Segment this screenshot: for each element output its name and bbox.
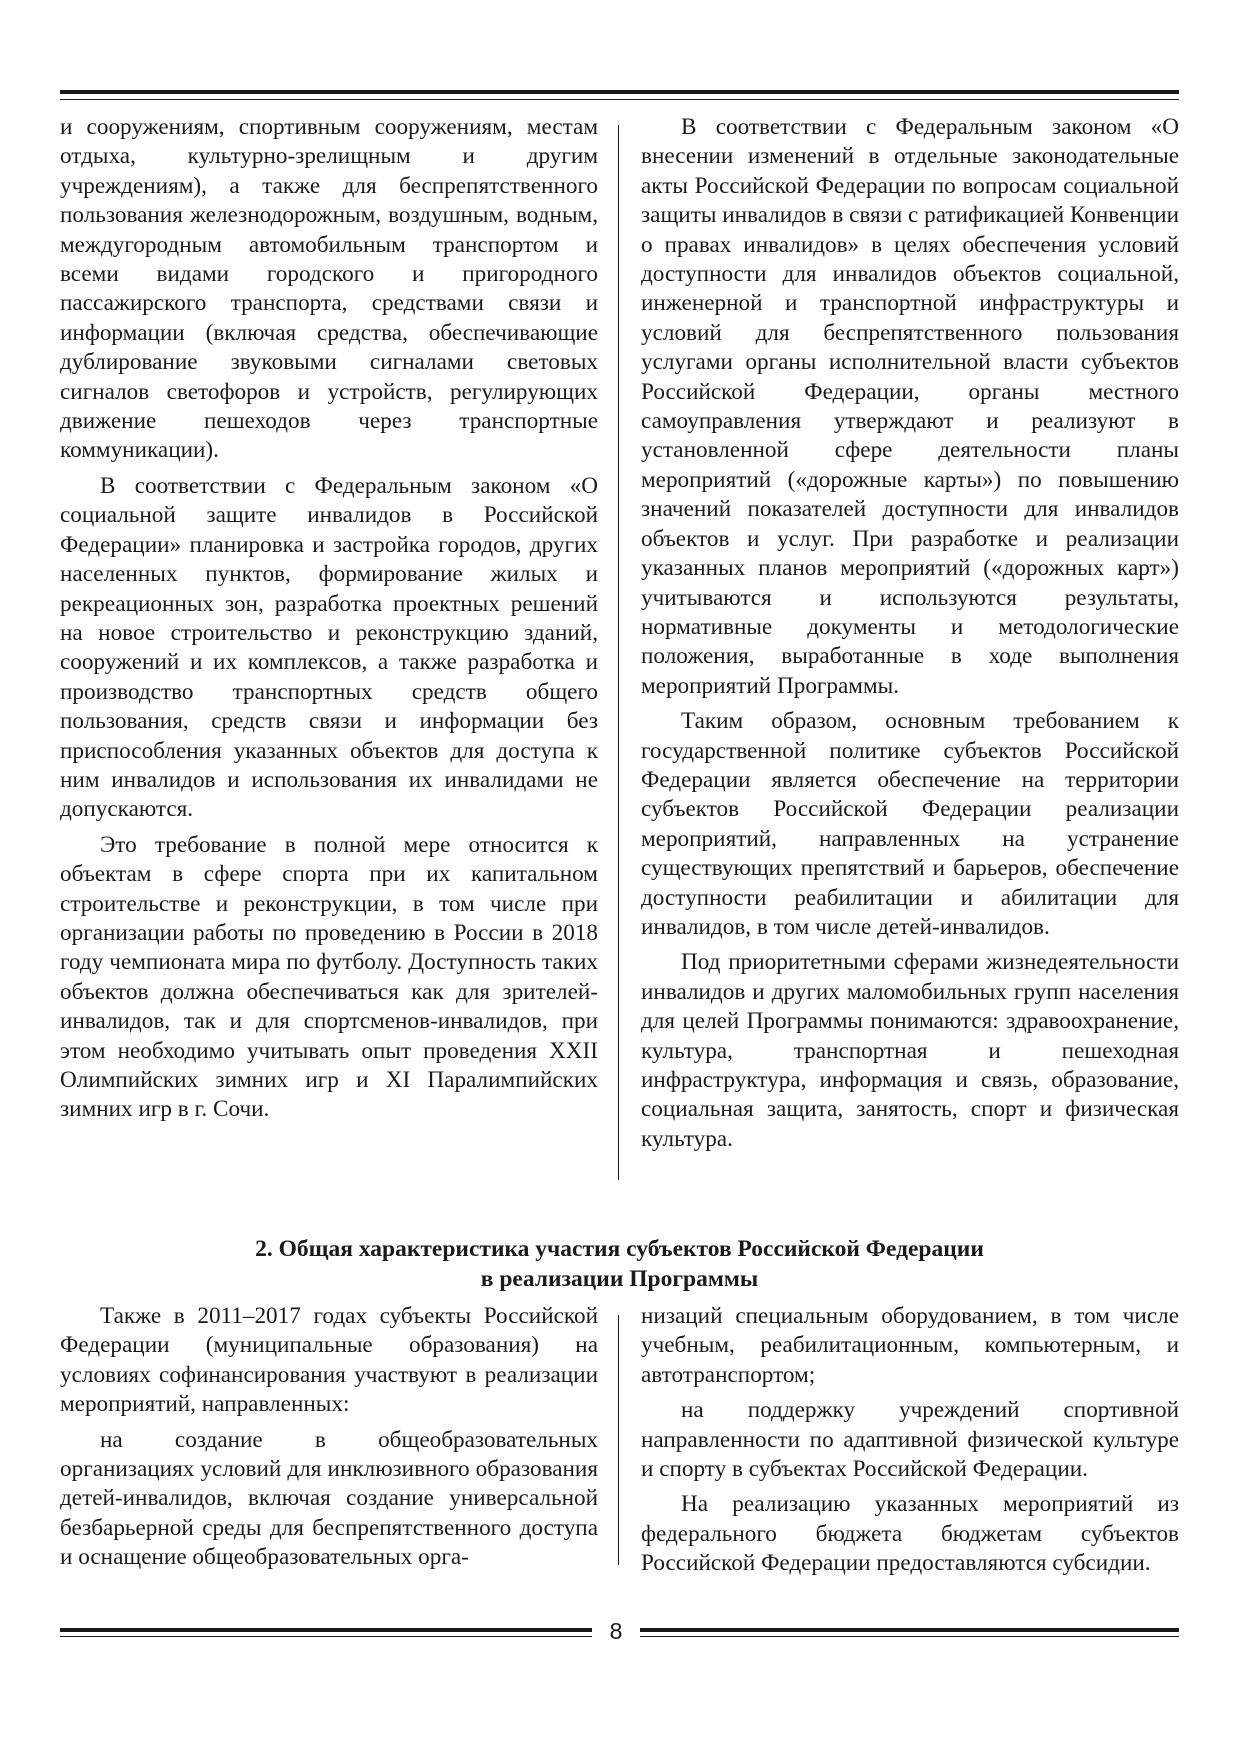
paragraph: Также в 2011–2017 годах субъекты Российской Федерации (муниципальные образования) на условиях софинансирования участвуют в реализации мероприятий, направленных: xyxy=(60,1303,598,1418)
bottom-right-column xyxy=(641,1302,1179,1579)
top-left-column xyxy=(60,113,598,1125)
column-divider xyxy=(618,125,619,1180)
paragraph: В соответствии с Федеральным законом «О социальной защите инвалидов в Российской Федерации» планировка и застройка городов, других населенных пунктов, формирование жилых и рекреационных зон, разработка проектных решений на новое строительство и реконструкцию зданий, сооружений и их комплексов, а также разработка и производство транспортных средств общего пользования, средств связи и информации без приспособления указанных объектов для доступа к ним инвалидов и использования их инвалидами не допускаются. xyxy=(60,472,598,823)
paragraph: низаций специальным оборудованием, в том числе учебным, реабилитационным, компьютерным, и автотранспортом; xyxy=(641,1303,1179,1388)
footer-rule-left xyxy=(60,1628,592,1637)
bottom-left-column xyxy=(60,1302,598,1573)
header-rule xyxy=(60,90,1179,100)
paragraph: Под приоритетными сферами жизнедеятельности инвалидов и других маломобильных групп населения для целей Программы понимаются: здравоохранение, культура, транспортная и пешеходная инфраструктура, информация и связь, образование, социальная защита, занятость, спорт и физическая культура. xyxy=(641,949,1179,1152)
paragraph: В соответствии с Федеральным законом «О внесении изменений в отдельные законодательные акты Российской Федерации по вопросам социальной защиты инвалидов в связи с ратификацией Конвенции о правах инвалидов» в целях обеспечения условий доступности для инвалидов объектов социальной, инженерной и транспортной инфраструктуры и условий для беспрепятственного пользования услугами органы исполнительной власти субъектов Российской Федерации, органы местного самоуправления утверждают и реализуют в установленной сфере деятельности планы мероприятий («дорожные карты») по повышению значений показателей доступности для инвалидов объектов и услуг. При разработке и реализации указанных планов мероприятий («дорожных карт») учитываются и используются результаты, нормативные документы и методологические положения, выработанные в ходе выполнения мероприятий Программы. xyxy=(641,114,1179,699)
section-heading-line2: в реализации Программы xyxy=(480,1266,759,1292)
column-divider xyxy=(618,1315,619,1565)
section-heading xyxy=(60,1234,1179,1294)
paragraph: На реализацию указанных мероприятий из федерального бюджета бюджетам субъектов Российской Федерации предоставляются субсидии. xyxy=(641,1491,1179,1577)
paragraph: на поддержку учреждений спортивной направленности по адаптивной физической культуре и спорту в субъектах Российской Федерации. xyxy=(641,1397,1179,1483)
footer-rule-right xyxy=(640,1628,1179,1637)
paragraph: на создание в общеобразовательных организациях условий для инклюзивного образования детей-инвалидов, включая создание универсальной безбарьерной среды для беспрепятственного доступа и оснащение общеобразовательных орга- xyxy=(60,1426,598,1571)
paragraph: Таким образом, основным требованием к государственной политике субъектов Российской Федерации является обеспечение на территории субъектов Российской Федерации реализации мероприятий, направленных на устранение существующих препятствий и барьеров, обеспечение доступности реабилитации и абилитации для инвалидов, в том числе детей-инвалидов. xyxy=(641,708,1179,940)
paragraph: Это требование в полной мере относится к объектам в сфере спорта при их капитальном строительстве и реконструкции, в том числе при организации работы по проведению в России в 2018 году чемпионата мира по футболу. Доступность таких объектов должна обеспечиваться как для зрителей-инвалидов, так и для спортсменов-инвалидов, при этом необходимо учитывать опыт проведения XXII Олимпийских зимних игр и XI Паралимпийских зимних игр в г. Сочи. xyxy=(60,831,598,1123)
page-number: 8 xyxy=(609,1618,623,1644)
top-right-column xyxy=(641,113,1179,1154)
paragraph: и сооружениям, спортивным сооружениям, местам отдыха, культурно-зрелищным и другим учреждениям), а также для беспрепятственного пользования железнодорожным, воздушным, водным, междугородным автомобильным транспортом и всеми видами городского и пригородного пассажирского транспорта, средствами связи и информации (включая средства, обеспечивающие дублирование звуковыми сигналами световых сигналов светофоров и устройств, регулирующих движение пешеходов через транспортные коммуникации). xyxy=(60,114,598,464)
section-heading-line1: 2. Общая характеристика участия субъектов Российской Федерации xyxy=(255,1236,984,1262)
